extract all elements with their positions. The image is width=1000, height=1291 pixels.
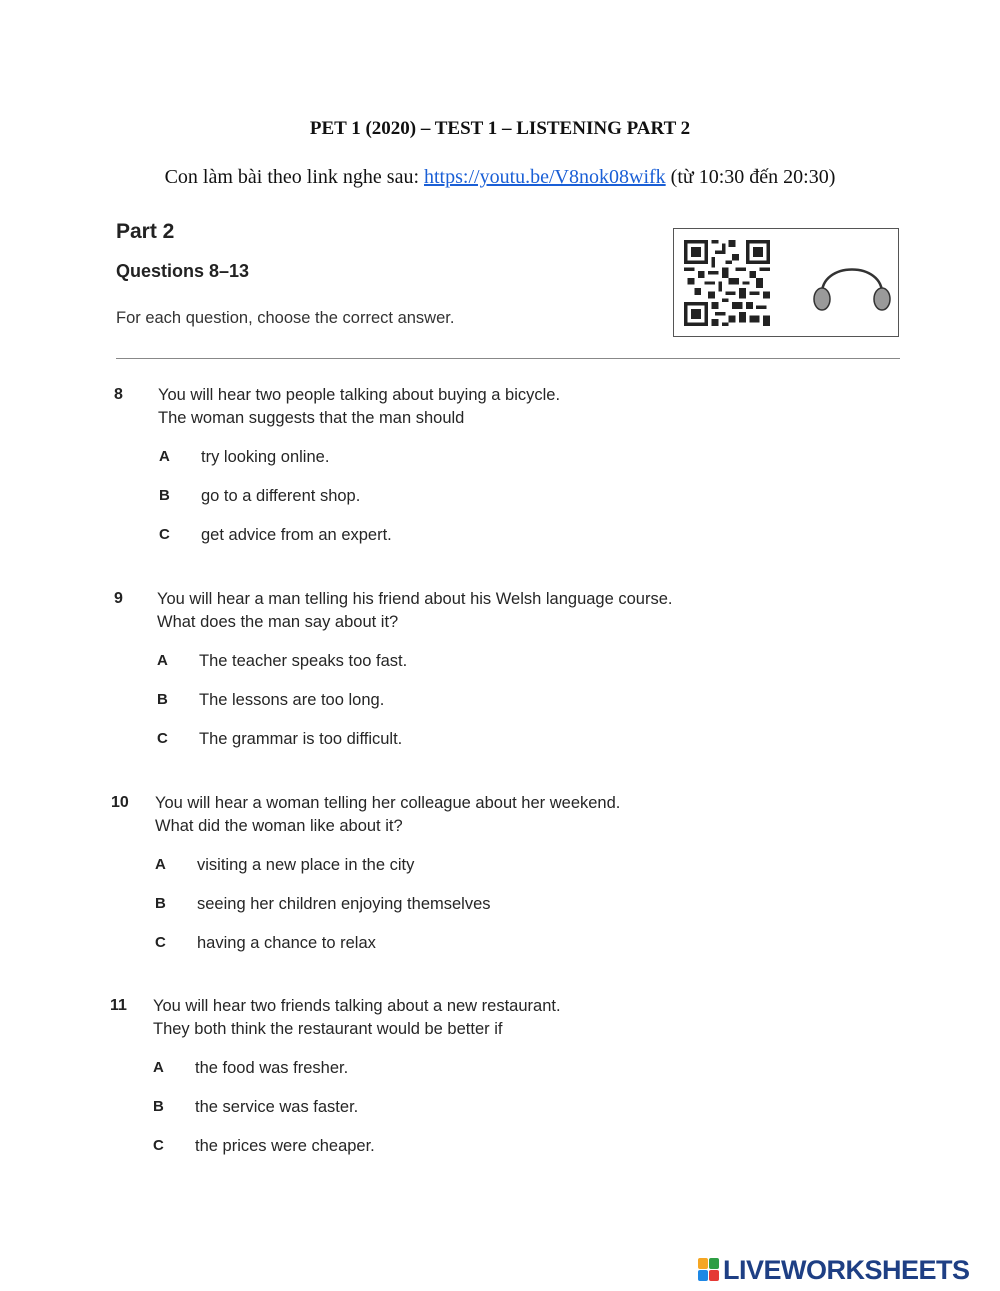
option-text-b[interactable]: seeing her children enjoying themselves (197, 895, 491, 913)
question-stem-line-1: You will hear two friends talking about a new restaurant. (153, 997, 561, 1015)
option-letter-c[interactable]: C (155, 934, 166, 951)
question-stem-line-1: You will hear two people talking about buying a bicycle. (158, 386, 561, 404)
option-letter-a[interactable]: A (155, 856, 166, 873)
document-title: PET 1 (2020) – TEST 1 – LISTENING PART 2 (309, 118, 691, 139)
brand-text: LIVEWORKSHEETS (723, 1254, 970, 1285)
liveworksheets-mark-icon (698, 1258, 720, 1282)
option-text-b[interactable]: The lessons are too long. (199, 691, 385, 709)
option-text-c[interactable]: get advice from an expert. (201, 526, 392, 544)
option-text-b[interactable]: go to a different shop. (201, 487, 361, 505)
option-letter-b[interactable]: B (155, 895, 166, 912)
question-stem-line-2: The woman suggests that the man should (158, 409, 465, 427)
option-letter-b[interactable]: B (157, 691, 168, 708)
questions-range: Questions 8–13 (116, 261, 250, 281)
section-divider (116, 358, 900, 359)
liveworksheets-logo[interactable] (698, 1255, 970, 1285)
option-letter-c[interactable]: C (159, 526, 170, 543)
option-letter-a[interactable]: A (157, 652, 168, 669)
option-letter-b[interactable]: B (153, 1098, 164, 1115)
brand-square-3 (698, 1270, 708, 1281)
youtube-link[interactable]: https://youtu.be/V8nok08wifk (424, 166, 666, 188)
headphones-icon (810, 245, 894, 317)
part-instruction: For each question, choose the correct answer. (116, 309, 455, 327)
option-text-a[interactable]: The teacher speaks too fast. (199, 652, 408, 670)
brand-square-4 (709, 1270, 719, 1281)
option-text-c[interactable]: having a chance to relax (197, 934, 376, 952)
question-stem-line-2: What does the man say about it? (157, 613, 399, 631)
instruction-time-range: (từ 10:30 đến 20:30) (670, 166, 836, 188)
option-text-c[interactable]: the prices were cheaper. (195, 1137, 375, 1155)
listening-instruction (0, 166, 1000, 189)
brand-square-1 (698, 1258, 708, 1269)
option-letter-c[interactable]: C (153, 1137, 164, 1154)
question-number: 11 (110, 997, 127, 1014)
option-letter-c[interactable]: C (157, 730, 168, 747)
part-heading: Part 2 (116, 220, 175, 243)
option-letter-b[interactable]: B (159, 487, 170, 504)
option-letter-a[interactable]: A (159, 448, 170, 465)
audio-box (673, 228, 899, 337)
question-number: 8 (114, 386, 123, 403)
option-text-a[interactable]: try looking online. (201, 448, 330, 466)
question-stem-line-2: What did the woman like about it? (155, 817, 403, 835)
option-text-a[interactable]: visiting a new place in the city (197, 856, 415, 874)
option-letter-a[interactable]: A (153, 1059, 164, 1076)
question-stem-line-1: You will hear a man telling his friend about his Welsh language course. (157, 590, 673, 608)
question-stem-line-2: They both think the restaurant would be better if (153, 1020, 503, 1038)
question-number: 9 (114, 590, 123, 607)
instruction-prefix: Con làm bài theo link nghe sau: (164, 166, 419, 188)
option-text-a[interactable]: the food was fresher. (195, 1059, 349, 1077)
brand-square-2 (709, 1258, 719, 1269)
question-stem-line-1: You will hear a woman telling her colleague about her weekend. (155, 794, 621, 812)
qr-code-icon[interactable] (684, 239, 770, 327)
option-text-c[interactable]: The grammar is too difficult. (199, 730, 403, 748)
option-text-b[interactable]: the service was faster. (195, 1098, 359, 1116)
question-number: 10 (111, 794, 129, 811)
